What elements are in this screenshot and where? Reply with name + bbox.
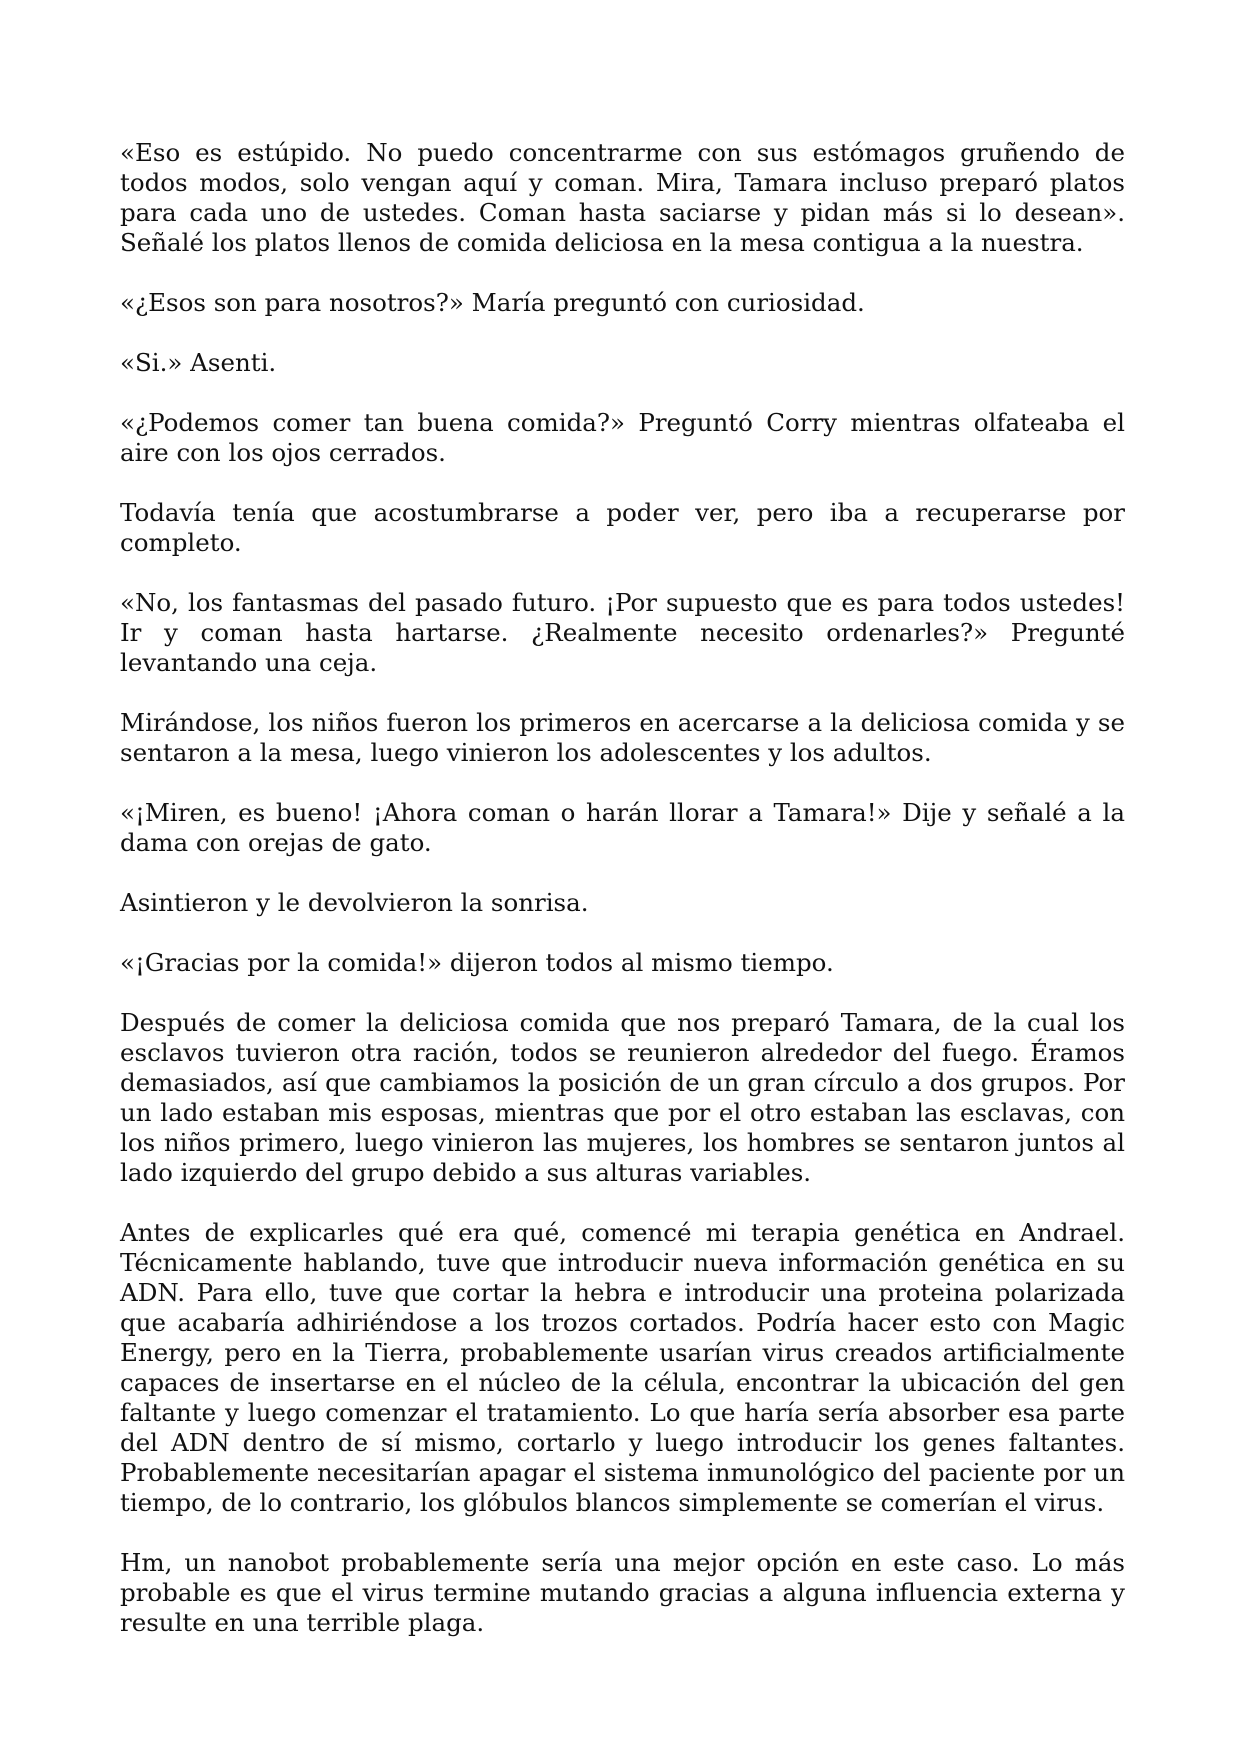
paragraph-10: «¡Gracias por la comida!» dijeron todos al mismo tiempo. (120, 948, 834, 977)
paragraph-5: Todavía tenía que acostumbrarse a poder ver, pero iba a recuperarse por completo. (120, 498, 1125, 557)
paragraph-8: «¡Miren, es bueno! ¡Ahora coman o harán llorar a Tamara!» Dije y señalé a la dama con orejas de gato. (120, 798, 1125, 857)
paragraph-1: «Eso es estúpido. No puedo concentrarme con sus estómagos gruñendo de todos modos, solo vengan aquí y coman. Mira, Tamara incluso preparó platos para cada uno de ustedes. Coman hasta saciarse y pidan más si lo desean». Señalé los platos llenos de comida deliciosa en la mesa contigua a la nuestra. (120, 138, 1125, 257)
paragraph-3: «Si.» Asenti. (120, 348, 277, 377)
document-body (120, 138, 1125, 1668)
paragraph-11: Después de comer la deliciosa comida que nos preparó Tamara, de la cual los esclavos tuvieron otra ración, todos se reunieron alrededor del fuego. Éramos demasiados, así que cambiamos la posición de un gran círculo a dos grupos. Por un lado estaban mis esposas, mientras que por el otro estaban las esclavas, con los niños primero, luego vinieron las mujeres, los hombres se sentaron juntos al lado izquierdo del grupo debido a sus alturas variables. (120, 1008, 1125, 1187)
paragraph-9: Asintieron y le devolvieron la sonrisa. (120, 888, 589, 917)
paragraph-6: «No, los fantasmas del pasado futuro. ¡Por supuesto que es para todos ustedes! Ir y coman hasta hartarse. ¿Realmente necesito ordenarles?» Pregunté levantando una ceja. (120, 588, 1125, 677)
paragraph-13: Hm, un nanobot probablemente sería una mejor opción en este caso. Lo más probable es que el virus termine mutando gracias a alguna influencia externa y resulte en una terrible plaga. (120, 1548, 1125, 1637)
paragraph-2: «¿Esos son para nosotros?» María preguntó con curiosidad. (120, 288, 865, 317)
paragraph-4: «¿Podemos comer tan buena comida?» Preguntó Corry mientras olfateaba el aire con los ojos cerrados. (120, 408, 1125, 467)
paragraph-7: Mirándose, los niños fueron los primeros en acercarse a la deliciosa comida y se sentaron a la mesa, luego vinieron los adolescentes y los adultos. (120, 708, 1125, 767)
paragraph-12: Antes de explicarles qué era qué, comencé mi terapia genética en Andrael. Técnicamente hablando, tuve que introducir nueva información genética en su ADN. Para ello, tuve que cortar la hebra e introducir una proteina polarizada que acabaría adhiriéndose a los trozos cortados. Podría hacer esto con Magic Energy, pero en la Tierra, probablemente usarían virus creados artificialmente capaces de insertarse en el núcleo de la célula, encontrar la ubicación del gen faltante y luego comenzar el tratamiento. Lo que haría sería absorber esa parte del ADN dentro de sí mismo, cortarlo y luego introducir los genes faltantes. Probablemente necesitarían apagar el sistema inmunológico del paciente por un tiempo, de lo contrario, los glóbulos blancos simplemente se comerían el virus. (120, 1218, 1125, 1517)
